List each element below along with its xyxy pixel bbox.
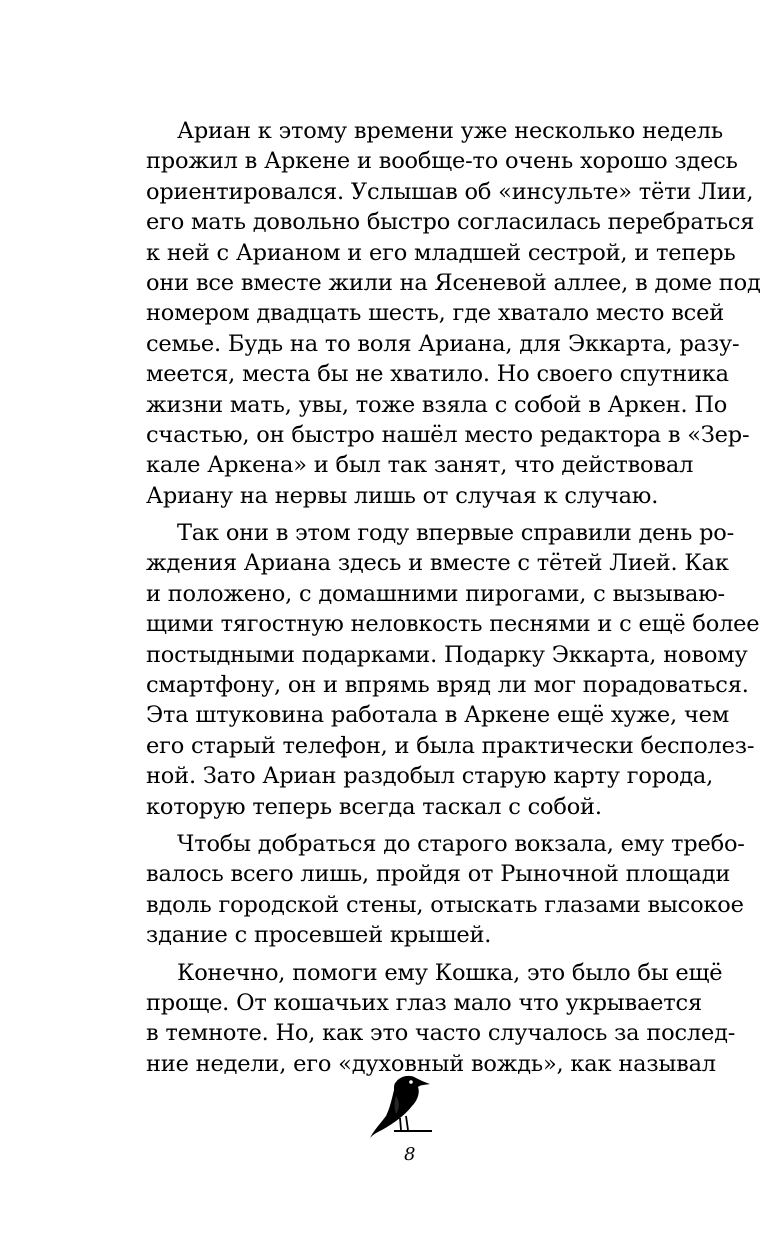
text-line: в темноте. Но, как это часто случалось за послед- (146, 1020, 736, 1047)
text-line: жизни мать, увы, тоже взяла с собой в Аркен. По (146, 391, 728, 418)
paragraph-4 (146, 958, 736, 1080)
text-line: Ариану на нервы лишь от случая к случаю. (146, 482, 659, 509)
text-line: они все вместе жили на Ясеневой аллее, в доме под (146, 269, 761, 296)
text-line: ориентировался. Услышав об «инсульте» тёти Лии, (146, 178, 754, 205)
text-line: вдоль городской стены, отыскать глазами высокое (146, 891, 744, 918)
text-line: кале Аркена» и был так занят, что действовал (146, 452, 694, 479)
page-footer (366, 1072, 446, 1168)
text-line: проще. От кошачьих глаз мало что укрывается (146, 989, 702, 1016)
text-line: номером двадцать шесть, где хватало место всей (146, 300, 724, 327)
text-line: Так они в этом году впервые справили день ро- (177, 520, 735, 547)
text-line: семье. Будь на то воля Ариана, для Эккарта, разу- (146, 330, 740, 357)
text-line: Эта штуковина работала в Аркене ещё хуже, чем (146, 702, 730, 729)
text-line: его старый телефон, и была практически бесполез- (146, 732, 755, 759)
text-line: щими тягостную неловкость песнями и с ещё более (146, 611, 760, 638)
text-line: которую теперь всегда таскал с собой. (146, 793, 602, 820)
paragraph-2 (146, 518, 760, 822)
text-line: валось всего лишь, пройдя от Рыночной площади (146, 861, 731, 888)
page-body (146, 116, 761, 1079)
text-line: и положено, с домашними пирогами, с вызываю- (146, 580, 725, 607)
text-line: к ней с Арианом и его младшей сестрой, и теперь (146, 239, 736, 266)
text-line: Ариан к этому времени уже несколько недель (177, 118, 723, 144)
text-line: счастью, он быстро нашёл место редактора в «Зер- (146, 421, 750, 448)
text-line: постыдными подарками. Подарку Эккарта, новому (146, 641, 748, 668)
text-line: его мать довольно быстро согласилась перебраться (146, 209, 755, 236)
text-line: здание с просевшей крышей. (146, 922, 492, 949)
crow-icon (366, 1072, 438, 1146)
text-line: ждения Ариана здесь и вместе с тётей Лией. Как (146, 550, 729, 577)
text-line: смартфону, он и впрямь вряд ли мог порадоваться. (146, 672, 749, 699)
text-line: Чтобы добраться до старого вокзала, ему требо- (177, 830, 745, 857)
text-line: меется, места бы не хватило. Но своего спутника (146, 361, 729, 388)
text-line: прожил в Аркене и вообще-то очень хорошо здесь (146, 148, 738, 175)
paragraph-1 (146, 116, 761, 511)
text-line: ной. Зато Ариан раздобыл старую карту города, (146, 763, 714, 790)
text-line: ние недели, его «духовный вождь», как называл (146, 1050, 716, 1077)
text-line: Конечно, помоги ему Кошка, это было бы ещё (177, 959, 723, 986)
paragraph-3 (146, 829, 745, 951)
page-number: 8 (404, 1144, 416, 1165)
